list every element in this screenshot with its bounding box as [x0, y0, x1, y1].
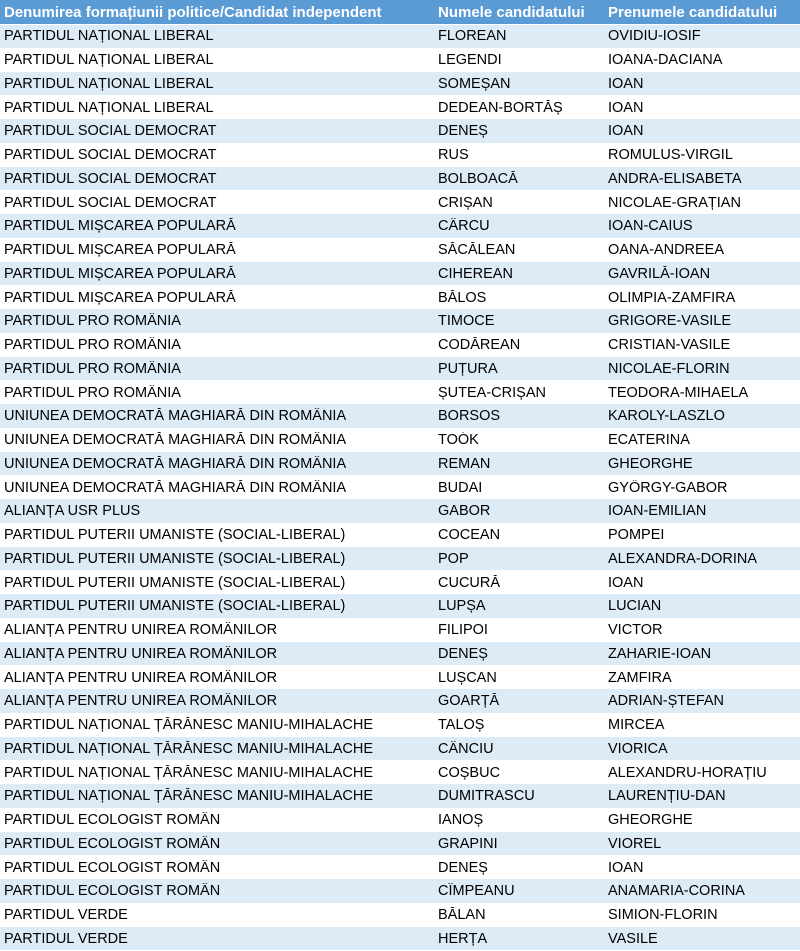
cell-last-name: FLOREAN	[434, 28, 604, 44]
cell-first-name: LUCIAN	[604, 598, 800, 614]
cell-party: ALIANȚA PENTRU UNIREA ROMÂNILOR	[0, 670, 434, 686]
cell-first-name: ANAMARIA-CORINA	[604, 883, 800, 899]
table-row	[0, 738, 800, 762]
cell-party: UNIUNEA DEMOCRATĂ MAGHIARĂ DIN ROMÂNIA	[0, 480, 434, 496]
cell-last-name: BĂLOS	[434, 290, 604, 306]
cell-first-name: ZAMFIRA	[604, 670, 800, 686]
table-row	[0, 453, 800, 477]
cell-last-name: GRAPINI	[434, 836, 604, 852]
cell-party: PARTIDUL NAȚIONAL LIBERAL	[0, 100, 434, 116]
cell-party: PARTIDUL MIȘCAREA POPULARĂ	[0, 242, 434, 258]
table-header-row	[0, 0, 800, 25]
header-party: Denumirea formațiunii politice/Candidat independent	[0, 4, 434, 21]
cell-party: PARTIDUL SOCIAL DEMOCRAT	[0, 123, 434, 139]
cell-first-name: IOAN	[604, 100, 800, 116]
table-row	[0, 524, 800, 548]
cell-first-name: OVIDIU-IOSIF	[604, 28, 800, 44]
table-row	[0, 714, 800, 738]
cell-party: PARTIDUL NAȚIONAL ȚĂRĂNESC MANIU-MIHALACHE	[0, 717, 434, 733]
cell-party: PARTIDUL NAȚIONAL LIBERAL	[0, 52, 434, 68]
cell-party: PARTIDUL NAȚIONAL ȚĂRĂNESC MANIU-MIHALACHE	[0, 765, 434, 781]
cell-last-name: REMAN	[434, 456, 604, 472]
cell-first-name: IOAN-EMILIAN	[604, 503, 800, 519]
cell-last-name: BOLBOACĂ	[434, 171, 604, 187]
cell-party: PARTIDUL NAȚIONAL LIBERAL	[0, 76, 434, 92]
cell-first-name: ALEXANDRU-HORAȚIU	[604, 765, 800, 781]
cell-last-name: FILIPOI	[434, 622, 604, 638]
cell-last-name: PUȚURA	[434, 361, 604, 377]
cell-last-name: DENEȘ	[434, 646, 604, 662]
cell-last-name: COCEAN	[434, 527, 604, 543]
cell-first-name: LAURENȚIU-DAN	[604, 788, 800, 804]
cell-party: PARTIDUL NAȚIONAL LIBERAL	[0, 28, 434, 44]
cell-last-name: POP	[434, 551, 604, 567]
cell-last-name: BĂLAN	[434, 907, 604, 923]
cell-party: PARTIDUL PRO ROMÂNIA	[0, 361, 434, 377]
cell-last-name: GOARȚĂ	[434, 693, 604, 709]
cell-party: PARTIDUL PRO ROMÂNIA	[0, 385, 434, 401]
table-row	[0, 144, 800, 168]
cell-first-name: POMPEI	[604, 527, 800, 543]
cell-last-name: BORSOS	[434, 408, 604, 424]
table-row	[0, 215, 800, 239]
cell-last-name: GABOR	[434, 503, 604, 519]
cell-first-name: ECATERINA	[604, 432, 800, 448]
cell-party: PARTIDUL ECOLOGIST ROMÂN	[0, 883, 434, 899]
cell-last-name: TOÓK	[434, 432, 604, 448]
cell-first-name: VIOREL	[604, 836, 800, 852]
cell-party: ALIANȚA PENTRU UNIREA ROMÂNILOR	[0, 646, 434, 662]
table-row	[0, 785, 800, 809]
table-row	[0, 619, 800, 643]
table-row	[0, 476, 800, 500]
cell-last-name: CÂNCIU	[434, 741, 604, 757]
cell-first-name: IOAN	[604, 860, 800, 876]
table-row	[0, 381, 800, 405]
table-row	[0, 25, 800, 49]
table-row	[0, 286, 800, 310]
cell-last-name: LEGENDI	[434, 52, 604, 68]
cell-party: PARTIDUL SOCIAL DEMOCRAT	[0, 171, 434, 187]
table-row	[0, 334, 800, 358]
cell-first-name: MIRCEA	[604, 717, 800, 733]
cell-first-name: GYŐRGY-GABOR	[604, 480, 800, 496]
cell-party: UNIUNEA DEMOCRATĂ MAGHIARĂ DIN ROMÂNIA	[0, 408, 434, 424]
cell-first-name: VICTOR	[604, 622, 800, 638]
cell-last-name: SĂCĂLEAN	[434, 242, 604, 258]
header-first-name: Prenumele candidatului	[604, 4, 800, 21]
cell-last-name: CUCURĂ	[434, 575, 604, 591]
cell-first-name: NICOLAE-GRAȚIAN	[604, 195, 800, 211]
cell-party: PARTIDUL PUTERII UMANISTE (SOCIAL-LIBERAL)	[0, 598, 434, 614]
cell-first-name: SIMION-FLORIN	[604, 907, 800, 923]
table-body	[0, 25, 800, 951]
table-row	[0, 761, 800, 785]
cell-party: PARTIDUL MIȘCAREA POPULARĂ	[0, 266, 434, 282]
table-row	[0, 73, 800, 97]
table-row	[0, 96, 800, 120]
cell-last-name: CÂRCU	[434, 218, 604, 234]
cell-party: PARTIDUL NAȚIONAL ȚĂRĂNESC MANIU-MIHALACHE	[0, 741, 434, 757]
cell-first-name: VIORICA	[604, 741, 800, 757]
cell-last-name: DUMITRASCU	[434, 788, 604, 804]
cell-last-name: RUS	[434, 147, 604, 163]
cell-party: PARTIDUL PUTERII UMANISTE (SOCIAL-LIBERAL)	[0, 575, 434, 591]
cell-first-name: ROMULUS-VIRGIL	[604, 147, 800, 163]
cell-first-name: ZAHARIE-IOAN	[604, 646, 800, 662]
table-row	[0, 358, 800, 382]
table-row	[0, 856, 800, 880]
table-row	[0, 809, 800, 833]
cell-last-name: BUDAI	[434, 480, 604, 496]
table-row	[0, 833, 800, 857]
cell-last-name: CRIȘAN	[434, 195, 604, 211]
cell-party: PARTIDUL MIȘCAREA POPULARĂ	[0, 290, 434, 306]
cell-first-name: CRISTIAN-VASILE	[604, 337, 800, 353]
table-row	[0, 191, 800, 215]
cell-first-name: OLIMPIA-ZAMFIRA	[604, 290, 800, 306]
cell-party: UNIUNEA DEMOCRATĂ MAGHIARĂ DIN ROMÂNIA	[0, 432, 434, 448]
cell-first-name: ADRIAN-ȘTEFAN	[604, 693, 800, 709]
cell-party: PARTIDUL PRO ROMÂNIA	[0, 313, 434, 329]
cell-last-name: HERȚA	[434, 931, 604, 947]
cell-last-name: IANOȘ	[434, 812, 604, 828]
cell-last-name: CIHEREAN	[434, 266, 604, 282]
table-row	[0, 500, 800, 524]
cell-party: ALIANȚA USR PLUS	[0, 503, 434, 519]
cell-first-name: GRIGORE-VASILE	[604, 313, 800, 329]
table-row	[0, 643, 800, 667]
cell-last-name: DENEȘ	[434, 123, 604, 139]
table-row	[0, 880, 800, 904]
table-row	[0, 571, 800, 595]
table-row	[0, 120, 800, 144]
table-row	[0, 49, 800, 73]
cell-last-name: CODĂREAN	[434, 337, 604, 353]
cell-first-name: ALEXANDRA-DORINA	[604, 551, 800, 567]
cell-last-name: LUȘCAN	[434, 670, 604, 686]
cell-first-name: IOAN	[604, 123, 800, 139]
cell-last-name: DEDEAN-BORTĂȘ	[434, 100, 604, 116]
cell-last-name: LUPȘA	[434, 598, 604, 614]
cell-first-name: ANDRA-ELISABETA	[604, 171, 800, 187]
cell-first-name: OANA-ANDREEA	[604, 242, 800, 258]
cell-last-name: COȘBUC	[434, 765, 604, 781]
table-row	[0, 928, 800, 951]
cell-party: PARTIDUL ECOLOGIST ROMÂN	[0, 836, 434, 852]
cell-last-name: CÎMPEANU	[434, 883, 604, 899]
table-row	[0, 690, 800, 714]
cell-party: ALIANȚA PENTRU UNIREA ROMÂNILOR	[0, 693, 434, 709]
cell-first-name: KAROLY-LASZLO	[604, 408, 800, 424]
table-row	[0, 429, 800, 453]
cell-last-name: ȘUTEA-CRIȘAN	[434, 385, 604, 401]
cell-party: PARTIDUL ECOLOGIST ROMÂN	[0, 812, 434, 828]
cell-first-name: IOANA-DACIANA	[604, 52, 800, 68]
table-row	[0, 263, 800, 287]
cell-party: PARTIDUL SOCIAL DEMOCRAT	[0, 147, 434, 163]
cell-party: PARTIDUL PUTERII UMANISTE (SOCIAL-LIBERAL)	[0, 551, 434, 567]
table-row	[0, 239, 800, 263]
cell-party: UNIUNEA DEMOCRATĂ MAGHIARĂ DIN ROMÂNIA	[0, 456, 434, 472]
table-row	[0, 904, 800, 928]
cell-party: PARTIDUL PUTERII UMANISTE (SOCIAL-LIBERAL)	[0, 527, 434, 543]
cell-party: PARTIDUL NAȚIONAL ȚĂRĂNESC MANIU-MIHALACHE	[0, 788, 434, 804]
table-row	[0, 595, 800, 619]
cell-party: PARTIDUL PRO ROMÂNIA	[0, 337, 434, 353]
cell-first-name: TEODORA-MIHAELA	[604, 385, 800, 401]
cell-party: PARTIDUL MIȘCAREA POPULARĂ	[0, 218, 434, 234]
cell-party: PARTIDUL VERDE	[0, 907, 434, 923]
cell-party: PARTIDUL ECOLOGIST ROMÂN	[0, 860, 434, 876]
cell-first-name: GHEORGHE	[604, 456, 800, 472]
cell-last-name: TALOȘ	[434, 717, 604, 733]
cell-first-name: IOAN	[604, 575, 800, 591]
cell-party: PARTIDUL SOCIAL DEMOCRAT	[0, 195, 434, 211]
cell-last-name: TIMOCE	[434, 313, 604, 329]
cell-first-name: GAVRILĂ-IOAN	[604, 266, 800, 282]
table-row	[0, 310, 800, 334]
cell-first-name: NICOLAE-FLORIN	[604, 361, 800, 377]
cell-last-name: SOMEȘAN	[434, 76, 604, 92]
cell-first-name: IOAN	[604, 76, 800, 92]
cell-party: PARTIDUL VERDE	[0, 931, 434, 947]
table-row	[0, 405, 800, 429]
table-row	[0, 548, 800, 572]
cell-first-name: VASILE	[604, 931, 800, 947]
cell-first-name: IOAN-CAIUS	[604, 218, 800, 234]
cell-first-name: GHEORGHE	[604, 812, 800, 828]
cell-party: ALIANȚA PENTRU UNIREA ROMÂNILOR	[0, 622, 434, 638]
cell-last-name: DENEȘ	[434, 860, 604, 876]
table-row	[0, 666, 800, 690]
table-row	[0, 168, 800, 192]
header-last-name: Numele candidatului	[434, 4, 604, 21]
